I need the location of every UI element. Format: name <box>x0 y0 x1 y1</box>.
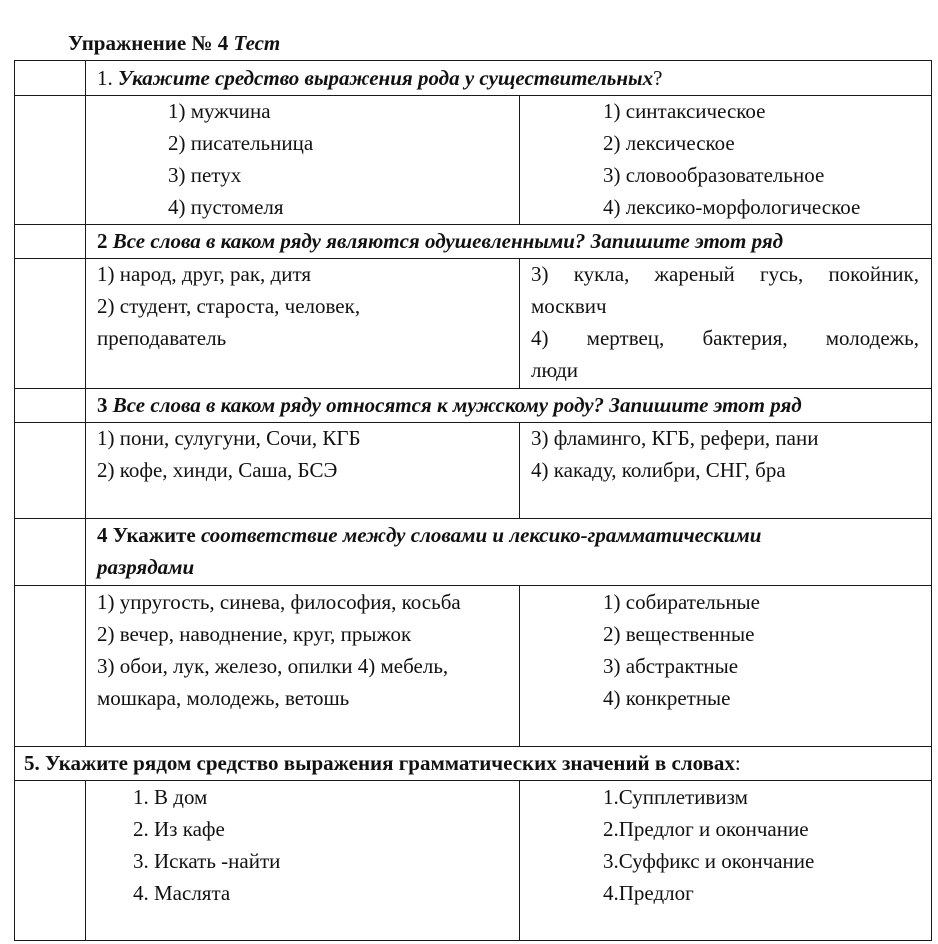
q4-left-4: мошкара, молодежь, ветошь <box>97 686 350 710</box>
q2-right-2: москвич <box>531 294 607 318</box>
question-4-number: 4 Укажите <box>97 523 196 547</box>
question-1 <box>97 62 662 94</box>
q4-right-3: 3) абстрактные <box>603 654 739 678</box>
q4-right-1: 1) собирательные <box>603 590 760 614</box>
rule <box>14 95 932 96</box>
rule <box>14 60 932 61</box>
q3-right-1: 3) фламинго, КГБ, рефери, пани <box>531 426 819 450</box>
q5-right-2: 2.Предлог и окончание <box>603 817 809 841</box>
q3-right-2: 4) какаду, колибри, СНГ, бра <box>531 458 786 482</box>
question-4-text-line2: разрядами <box>97 555 195 579</box>
q5-left-2: 2. Из кафе <box>133 817 225 841</box>
q1-right-2: 2) лексическое <box>603 131 735 155</box>
q1-right-4: 4) лексико-морфологическое <box>603 195 861 219</box>
rule <box>931 60 932 941</box>
question-3-number: 3 <box>97 393 108 417</box>
rule <box>14 60 15 941</box>
rule <box>519 780 520 940</box>
q4-left-2: 2) вечер, наводнение, круг, прыжок <box>97 622 412 646</box>
q1-left-1: 1) мужчина <box>168 99 271 123</box>
rule <box>519 95 520 224</box>
q4-left-3: 3) обои, лук, железо, опилки 4) мебель, <box>97 654 449 678</box>
q3-left-2: 2) кофе, хинди, Саша, БСЭ <box>97 458 338 482</box>
rule <box>519 258 520 388</box>
rule <box>85 60 86 746</box>
q2-left-3: преподаватель <box>97 326 227 350</box>
q5-right-4: 4.Предлог <box>603 881 694 905</box>
q5-right-3: 3.Суффикс и окончание <box>603 849 815 873</box>
exercise-label-italic: Тест <box>233 31 281 55</box>
rule <box>14 940 932 941</box>
question-4 <box>97 519 761 551</box>
q1-left-2: 2) писательница <box>168 131 314 155</box>
q2-left-1: 1) народ, друг, рак, дитя <box>97 262 312 286</box>
rule <box>519 422 520 518</box>
question-5-mark: : <box>734 751 741 775</box>
q2-left-2: 2) студент, староста, человек, <box>97 294 361 318</box>
q1-left-3: 3) петух <box>168 163 242 187</box>
question-1-text: Укажите средство выражения рода у существительных <box>118 66 654 90</box>
rule <box>519 585 520 746</box>
question-1-number: 1. <box>97 66 113 90</box>
q5-left-1: 1. В дом <box>133 785 208 809</box>
question-1-mark: ? <box>653 66 663 90</box>
question-3 <box>97 389 802 421</box>
q5-left-4: 4. Маслята <box>133 881 231 905</box>
q4-right-2: 2) вещественные <box>603 622 755 646</box>
q4-left-1: 1) упругость, синева, философия, косьба <box>97 590 461 614</box>
q2-right-4: люди <box>531 358 579 382</box>
question-5-text: 5. Укажите рядом средство выражения грамматических значений в словах <box>24 751 735 775</box>
q5-left-3: 3. Искать -найти <box>133 849 281 873</box>
question-2 <box>97 225 783 257</box>
question-4-text-line1: соответствие между словами и лексико-грамматическими <box>200 523 762 547</box>
q1-left-4: 4) пустомеля <box>168 195 284 219</box>
question-5 <box>24 747 741 779</box>
exercise-label: Упражнение № 4 <box>68 31 229 55</box>
question-2-text: Все слова в каком ряду являются одушевленными? Запишите этот ряд <box>112 229 784 253</box>
q5-right-1: 1.Супплетивизм <box>603 785 748 809</box>
q1-right-3: 3) словообразовательное <box>603 163 825 187</box>
rule <box>85 780 86 940</box>
q1-right-1: 1) синтаксическое <box>603 99 766 123</box>
q2-right-3: 4) мертвец, бактерия, молодежь, <box>531 326 919 350</box>
q4-right-4: 4) конкретные <box>603 686 731 710</box>
question-3-text: Все слова в каком ряду относятся к мужскому роду? Запишите этот ряд <box>112 393 802 417</box>
q2-right-1: 3) кукла, жареный гусь, покойник, <box>531 262 919 286</box>
question-2-number: 2 <box>97 229 108 253</box>
q3-left-1: 1) пони, сулугуни, Сочи, КГБ <box>97 426 361 450</box>
